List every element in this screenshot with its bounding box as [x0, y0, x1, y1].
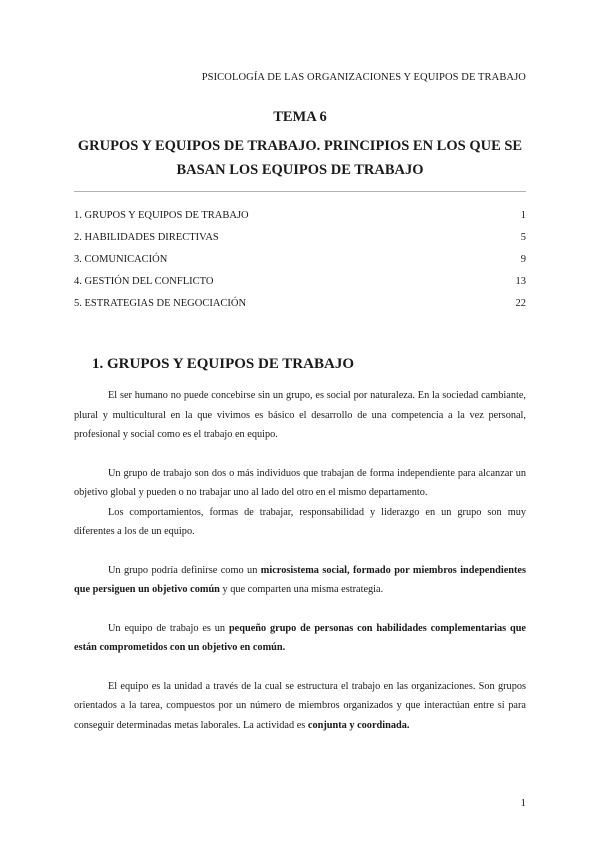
- toc-entry[interactable]: [74, 208, 526, 230]
- toc-entry-label: 4. GESTIÓN DEL CONFLICTO: [74, 276, 214, 287]
- toc-entry-page: 13: [515, 276, 526, 287]
- running-header: PSICOLOGÍA DE LAS ORGANIZACIONES Y EQUIPOS DE TRABAJO: [201, 72, 526, 83]
- toc-entry-page: 5: [520, 232, 526, 243]
- chapter-title-line-1: GRUPOS Y EQUIPOS DE TRABAJO. PRINCIPIOS EN LOS QUE SE: [77, 138, 523, 154]
- paragraph-text: y que comparten una misma estrategia.: [219, 584, 384, 595]
- section-heading: 1. GRUPOS Y EQUIPOS DE TRABAJO: [92, 356, 354, 372]
- paragraph: [74, 561, 526, 600]
- toc-entry-page: 1: [520, 210, 526, 221]
- paragraph-emphasis: conjunta y coordinada.: [307, 719, 410, 731]
- toc-entry[interactable]: [74, 274, 526, 296]
- toc-entry[interactable]: [74, 252, 526, 274]
- title-block: [0, 108, 600, 182]
- toc-entry-label: 5. ESTRATEGIAS DE NEGOCIACIÓN: [74, 298, 247, 309]
- chapter-title-line-2: BASAN LOS EQUIPOS DE TRABAJO: [176, 162, 424, 178]
- paragraph: Un grupo de trabajo son dos o más individuos que trabajan de forma independiente para alcanzar un objetivo global y pueden o no trabajar uno al lado del otro en el mismo departamento.: [74, 467, 526, 498]
- paragraph: [74, 619, 526, 658]
- paragraph: Los comportamientos, formas de trabajar, responsabilidad y liderazgo en un grupo son muy diferentes a los de un equipo.: [74, 506, 526, 537]
- paragraph-spacer: [74, 658, 526, 677]
- chapter-number: TEMA 6: [273, 109, 327, 125]
- toc-entry[interactable]: [74, 296, 526, 318]
- paragraph-spacer: [74, 542, 526, 561]
- paragraph-emphasis: microsistema social, formado por miembros independientes que persiguen un objetivo común: [74, 564, 526, 595]
- toc-entry-label: 3. COMUNICACIÓN: [74, 254, 168, 265]
- toc-entry-label: 2. HABILIDADES DIRECTIVAS: [74, 232, 219, 243]
- title-divider: [74, 191, 526, 192]
- table-of-contents: [74, 208, 526, 318]
- toc-entry-page: 9: [520, 254, 526, 265]
- paragraph: [74, 677, 526, 736]
- paragraph-spacer: [74, 445, 526, 464]
- section-body: [74, 386, 526, 735]
- paragraph-text: El equipo es la unidad a través de la cual se estructura el trabajo en las organizaciones. Son grupos orientados a la tarea, compuestos por un número de miembros organizados y que interactúan entre sí para conseguir determinadas metas laborales. La actividad es: [74, 680, 526, 731]
- paragraph-text: Un grupo podría definirse como un: [108, 564, 261, 576]
- page-number: 1: [520, 797, 526, 809]
- paragraph-spacer: [74, 600, 526, 619]
- toc-entry[interactable]: [74, 230, 526, 252]
- paragraph-emphasis: pequeño grupo de personas con habilidades complementarias que están comprometidos con un objetivo en común.: [74, 622, 526, 653]
- toc-entry-label: 1. GRUPOS Y EQUIPOS DE TRABAJO: [74, 210, 249, 221]
- toc-entry-page: 22: [515, 298, 526, 309]
- paragraph: El ser humano no puede concebirse sin un grupo, es social por naturaleza. En la sociedad cambiante, plural y multicultural en la que vivimos es básico el desarrollo de una competencia a la vez personal, profesional y social como es el trabajo en equipo.: [74, 390, 526, 440]
- paragraph-text: Un equipo de trabajo es un: [108, 622, 229, 634]
